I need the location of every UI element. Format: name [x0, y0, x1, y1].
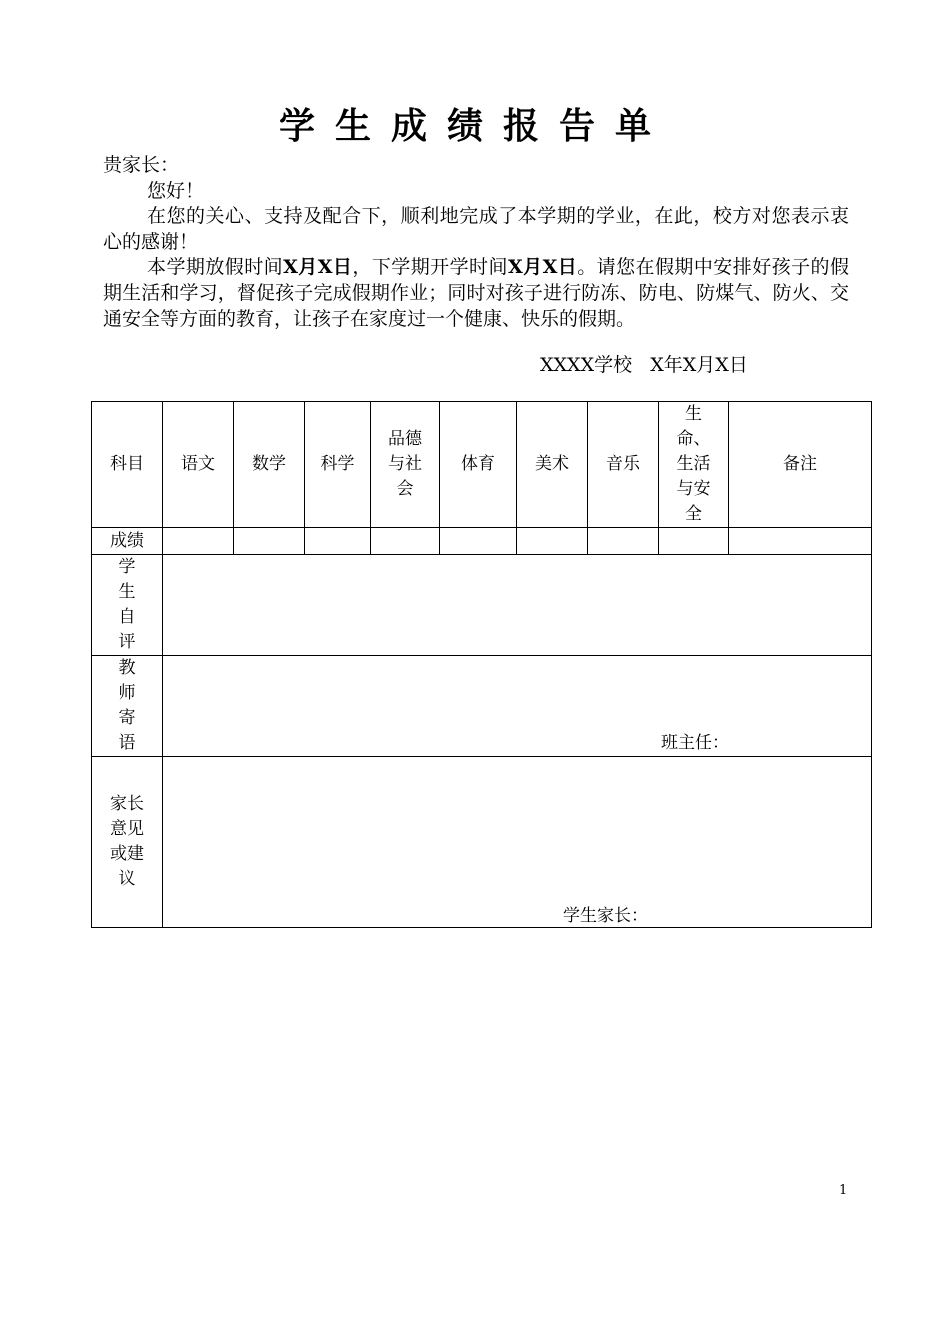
score-cell[interactable] — [163, 528, 234, 555]
subject-morality-label: 品德与社会 — [388, 429, 422, 499]
score-label: 成绩 — [92, 528, 163, 555]
self-eval-label-cell — [92, 555, 163, 656]
paragraph-2-text-c: 。请您在假期中安排好孩子的假期生活和学习，督促孩子完成假期作业；同时对孩子进行防冻、防电、防煤气、防火、交通安全等方面的教育，让孩子在家度过一个健康、快乐的假期。 — [103, 256, 849, 330]
score-cell[interactable] — [371, 528, 440, 555]
subject-math: 数学 — [234, 402, 305, 528]
teacher-label-cell — [92, 656, 163, 757]
letter-salutation: 贵家长： — [103, 154, 180, 176]
letter-paragraph-1: 在您的关心、支持及配合下，顺利地完成了本学期的学业，在此，校方对您表示衷心的感谢！ — [103, 205, 849, 253]
teacher-signature-label: 班主任： — [661, 733, 729, 753]
school-start-date: X月X日 — [507, 256, 578, 278]
school-name: XXXX学校 — [540, 354, 633, 376]
parent-content[interactable] — [163, 757, 872, 928]
parent-row — [92, 757, 872, 928]
subject-music: 音乐 — [588, 402, 659, 528]
letter-signature — [540, 352, 748, 378]
subject-chinese: 语文 — [163, 402, 234, 528]
subject-life-safety-label: 生命、生活与安全 — [676, 404, 711, 524]
teacher-row — [92, 656, 872, 757]
holiday-date: X月X日 — [283, 256, 353, 278]
subject-science: 科学 — [305, 402, 371, 528]
remarks-cell[interactable] — [729, 528, 872, 555]
subject-morality — [371, 402, 440, 528]
subject-header-row — [92, 402, 872, 528]
subject-life-safety — [659, 402, 729, 528]
self-eval-row — [92, 555, 872, 656]
subject-header: 科目 — [92, 402, 163, 528]
parent-signature-label: 学生家长： — [563, 906, 648, 926]
teacher-content[interactable] — [163, 656, 872, 757]
score-cell[interactable] — [305, 528, 371, 555]
score-cell[interactable] — [588, 528, 659, 555]
subject-art: 美术 — [517, 402, 588, 528]
subject-pe: 体育 — [440, 402, 517, 528]
parent-label: 家长意见或建议 — [110, 794, 144, 889]
score-cell[interactable] — [659, 528, 729, 555]
score-cell[interactable] — [440, 528, 517, 555]
self-eval-label: 学生自评 — [118, 557, 136, 652]
letter-greeting: 您好！ — [147, 180, 205, 202]
page-number: 1 — [839, 1183, 848, 1198]
score-row — [92, 528, 872, 555]
letter-date: X年X月X日 — [650, 354, 748, 376]
paragraph-2-text-b: ，下学期开学时间 — [352, 256, 508, 278]
parent-label-cell — [92, 757, 163, 928]
remarks-header: 备注 — [729, 402, 872, 528]
paragraph-2-text-a: 本学期放假时间 — [147, 256, 284, 278]
score-cell[interactable] — [517, 528, 588, 555]
score-cell[interactable] — [234, 528, 305, 555]
self-eval-content[interactable] — [163, 555, 872, 656]
letter-paragraph-2 — [103, 254, 849, 332]
teacher-label: 教师寄语 — [118, 658, 136, 753]
grade-report-table — [91, 401, 872, 928]
page-title: 学生成绩报告单 — [278, 106, 671, 147]
